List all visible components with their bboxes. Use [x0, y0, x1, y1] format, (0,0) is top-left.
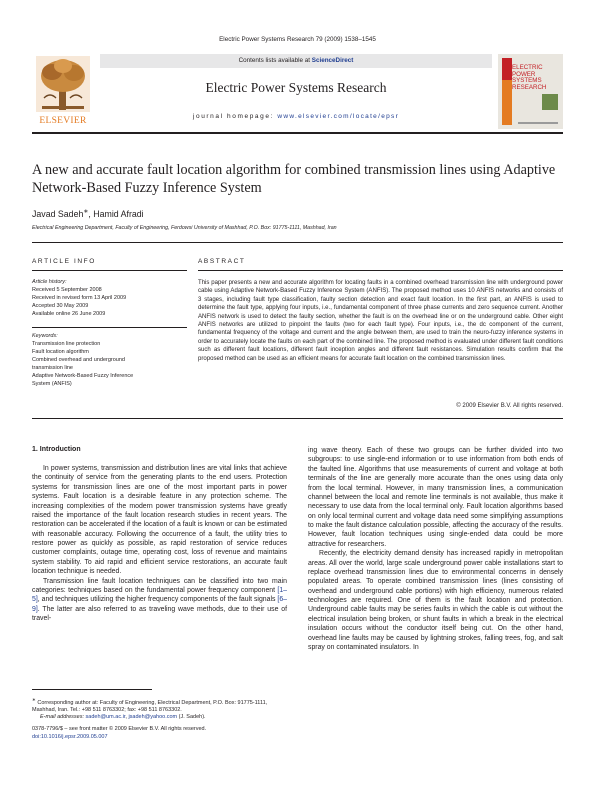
citation-link[interactable]: [1–5]: [32, 586, 287, 604]
corresponding-author-mark[interactable]: ∗: [83, 209, 89, 215]
contents-bar: [100, 54, 492, 68]
footnote-rule: [32, 689, 152, 690]
doi-link[interactable]: doi:10.1016/j.epsr.2009.05.007: [32, 733, 108, 740]
keywords: [32, 332, 187, 388]
keyword-item: Fault location algorithm: [32, 349, 89, 355]
masthead-center: [100, 54, 492, 129]
keywords-label: Keywords:: [32, 333, 58, 339]
article-info-rule: [32, 270, 187, 271]
contents-text: Contents lists available at: [238, 57, 312, 64]
section-heading-introduction: 1. Introduction: [32, 446, 81, 453]
abstract-heading: ABSTRACT: [198, 258, 246, 265]
footnote-line: [32, 696, 287, 714]
body-column-left: [32, 464, 287, 623]
body-paragraph: In power systems, transmission and distribution lines are vital links that achieve the continuity of service from the generating plants to the end users. Protection systems for transmission lines are one of the most important parts in power systems. Fault location is a desirable feature in any protection scheme. The increasing complexities of the modern power transmission systems have greatly raised the importance of the fault location research studies in recent years. The restoration can be accelerated if the location of a fault is known or can be estimated with reasonable accuracy. Following the occurrence of a fault, the utility tries to restore power as quickly as possible, as rapid restoration of service reduces customer complaints, outage time, operating cost, loss of revenue and maintains system stability. To aid rapid and efficient service restorations, an accurate fault location technique is needed.: [32, 465, 287, 576]
masthead-rule: [32, 132, 563, 134]
journal-homepage: [100, 113, 492, 120]
body-paragraph: ing wave theory. Each of these two groups can be further divided into two subgroups: to use single-end information or to use information from both ends of the faulted line. Algorithms that use measurements of current and voltage at both terminals of the line are generally more accurate than the ones using data only from the local terminal. However, in many transmission lines, a communication channel between the local and remote line terminals is not available, thus make it necessary to use data from the local terminal only. Fault location algorithms based on only local terminal current and voltage data need some simplifying assumptions to make the fault distance calculation possible, affecting the accuracy of the results. However, fault location techniques using single-ended data could be more attractive for researchers.: [308, 447, 563, 548]
abstract-bottom-rule: [32, 418, 563, 419]
email-label: E-mail addresses:: [40, 714, 86, 721]
abstract-copyright: © 2009 Elsevier B.V. All rights reserved.: [456, 403, 563, 409]
article-title: A new and accurate fault location algorithm for combined transmission lines using Adaptive Network-Based Fuzzy Inference System: [32, 162, 556, 196]
email-separator: ,: [125, 714, 129, 721]
journal-masthead: [32, 54, 563, 129]
author-list: [32, 208, 144, 219]
paragraph-text: , and techniques utilizing the higher frequency components of the fault signals: [37, 596, 278, 604]
body-paragraph: [32, 577, 287, 624]
keyword-item: transmission line: [32, 365, 73, 371]
keyword-item: Transmission line protection: [32, 341, 101, 347]
paragraph-text: Transmission line fault location techniques can be classified into two main categories: techniques based on the fundamental power frequency component: [32, 577, 287, 594]
author-1[interactable]: Javad Sadeh: [32, 208, 84, 219]
footnote-text: Corresponding author at: Faculty of Engineering, Electrical Department, P.O. Box: 91775-1111, Mashhad, Iran. Tel.: +98 511 8763302; fax: +98 511 8763302.: [32, 699, 268, 713]
email-tail: (J. Sadeh).: [177, 714, 206, 721]
homepage-url-link[interactable]: www.elsevier.com/locate/epsr: [277, 113, 400, 120]
cover-journal-title: ELECTRIC POWER SYSTEMS RESEARCH: [512, 64, 547, 91]
affiliation-rule: [32, 242, 563, 243]
citation-link[interactable]: [6–9]: [32, 596, 287, 613]
body-paragraph: Recently, the electricity demand density has increased rapidly in metropolitan areas. All over the world, large scale underground power cable installations start to replace overhead transmission lines due to environmental concerns in densely populated areas. To operate combined transmission lines (lines consisting of overhead and underground cable portions) with high efficiency, numerous related technologies are required. One of them is the fault location and protection. Underground cable faults may be series faults in which the cable is cut without the electrical insulation being broken, or shunt faults in which a break in the electrical insulation occurs without the conductor itself being cut. On the other hand, overhead line faults may be caused by lightning strokes, falling trees, fog, and salt spray on contaminated insulators. In: [308, 550, 563, 651]
article-info-heading: ARTICLE INFO: [32, 258, 96, 265]
history-accepted: Accepted 30 May 2009: [32, 303, 89, 309]
running-head: Electric Power Systems Research 79 (2009) 1538–1545: [219, 36, 376, 43]
journal-title: Electric Power Systems Research: [205, 80, 387, 95]
abstract-text: This paper presents a new and accurate algorithm for locating faults in a combined overhead transmission line with underground power cable using Adaptive Network-Based Fuzzy Inference System (ANFIS). The proposed method uses 10 ANFIS networks and consists of 3 stages, including fault type classification, faulty section detection and exact fault location. In the first part, an ANFIS is used to determine the fault type, applying four inputs, i.e., fundamental component of three phase currents and zero sequence current. Another ANFIS network is used to detect the faulty section, whether the fault is on the overhead line or on the underground cable. Other eight ANFIS networks are utilized to pinpoint the faults (two for each fault type). Four inputs, i.e., the dc component of the current, fundamental frequency of the voltage and current and the angle between them, are used to train the neuro-fuzzy inference systems in order to accurately locate the faults on each part of the combined line. The proposed method is evaluated under different fault conditions such as different fault locations, different fault inception angles and different fault resistances. Simulation results confirm that the proposed method can be used as an efficient means for accurate fault location on the combined transmission lines.: [198, 280, 563, 362]
history-received: Received 5 September 2008: [32, 287, 102, 293]
homepage-label: journal homepage:: [192, 113, 278, 120]
footnote-mark: ∗: [32, 697, 36, 702]
history-online: Available online 26 June 2009: [32, 311, 106, 317]
keywords-rule: [32, 327, 187, 328]
email-link-1[interactable]: sadeh@um.ac.ir: [85, 714, 126, 721]
email-link-2[interactable]: jsadeh@yahoo.com: [128, 714, 178, 721]
footnote-emails: [32, 714, 287, 721]
article-history-label: Article history:: [32, 279, 67, 285]
history-revised: Received in revised form 13 April 2009: [32, 295, 127, 301]
affiliation: Electrical Engineering Department, Faculty of Engineering, Ferdowsi University of Mashhad, P.O. Box: 91775-1111, Mashhad, Iran: [32, 225, 337, 231]
corresponding-author-footnote: [32, 696, 287, 721]
front-matter-line: [32, 726, 287, 741]
author-2: , Hamid Afradi: [88, 208, 144, 219]
keyword-item: Combined overhead and underground: [32, 357, 125, 363]
body-column-right: [308, 446, 563, 652]
keyword-item: Adaptive Network-Based Fuzzy Inference: [32, 373, 134, 379]
keyword-item: System (ANFIS): [32, 381, 72, 387]
sciencedirect-link[interactable]: ScienceDirect: [311, 57, 354, 64]
article-history: [32, 278, 187, 318]
paragraph-text: . The latter are also referred to as traveling wave methods, due to their use of travel-: [32, 605, 287, 622]
abstract-rule: [198, 270, 563, 271]
publisher-wordmark: ELSEVIER: [39, 116, 87, 126]
issn-copyright: 0378-7796/$ – see front matter © 2009 Elsevier B.V. All rights reserved.: [32, 726, 207, 732]
